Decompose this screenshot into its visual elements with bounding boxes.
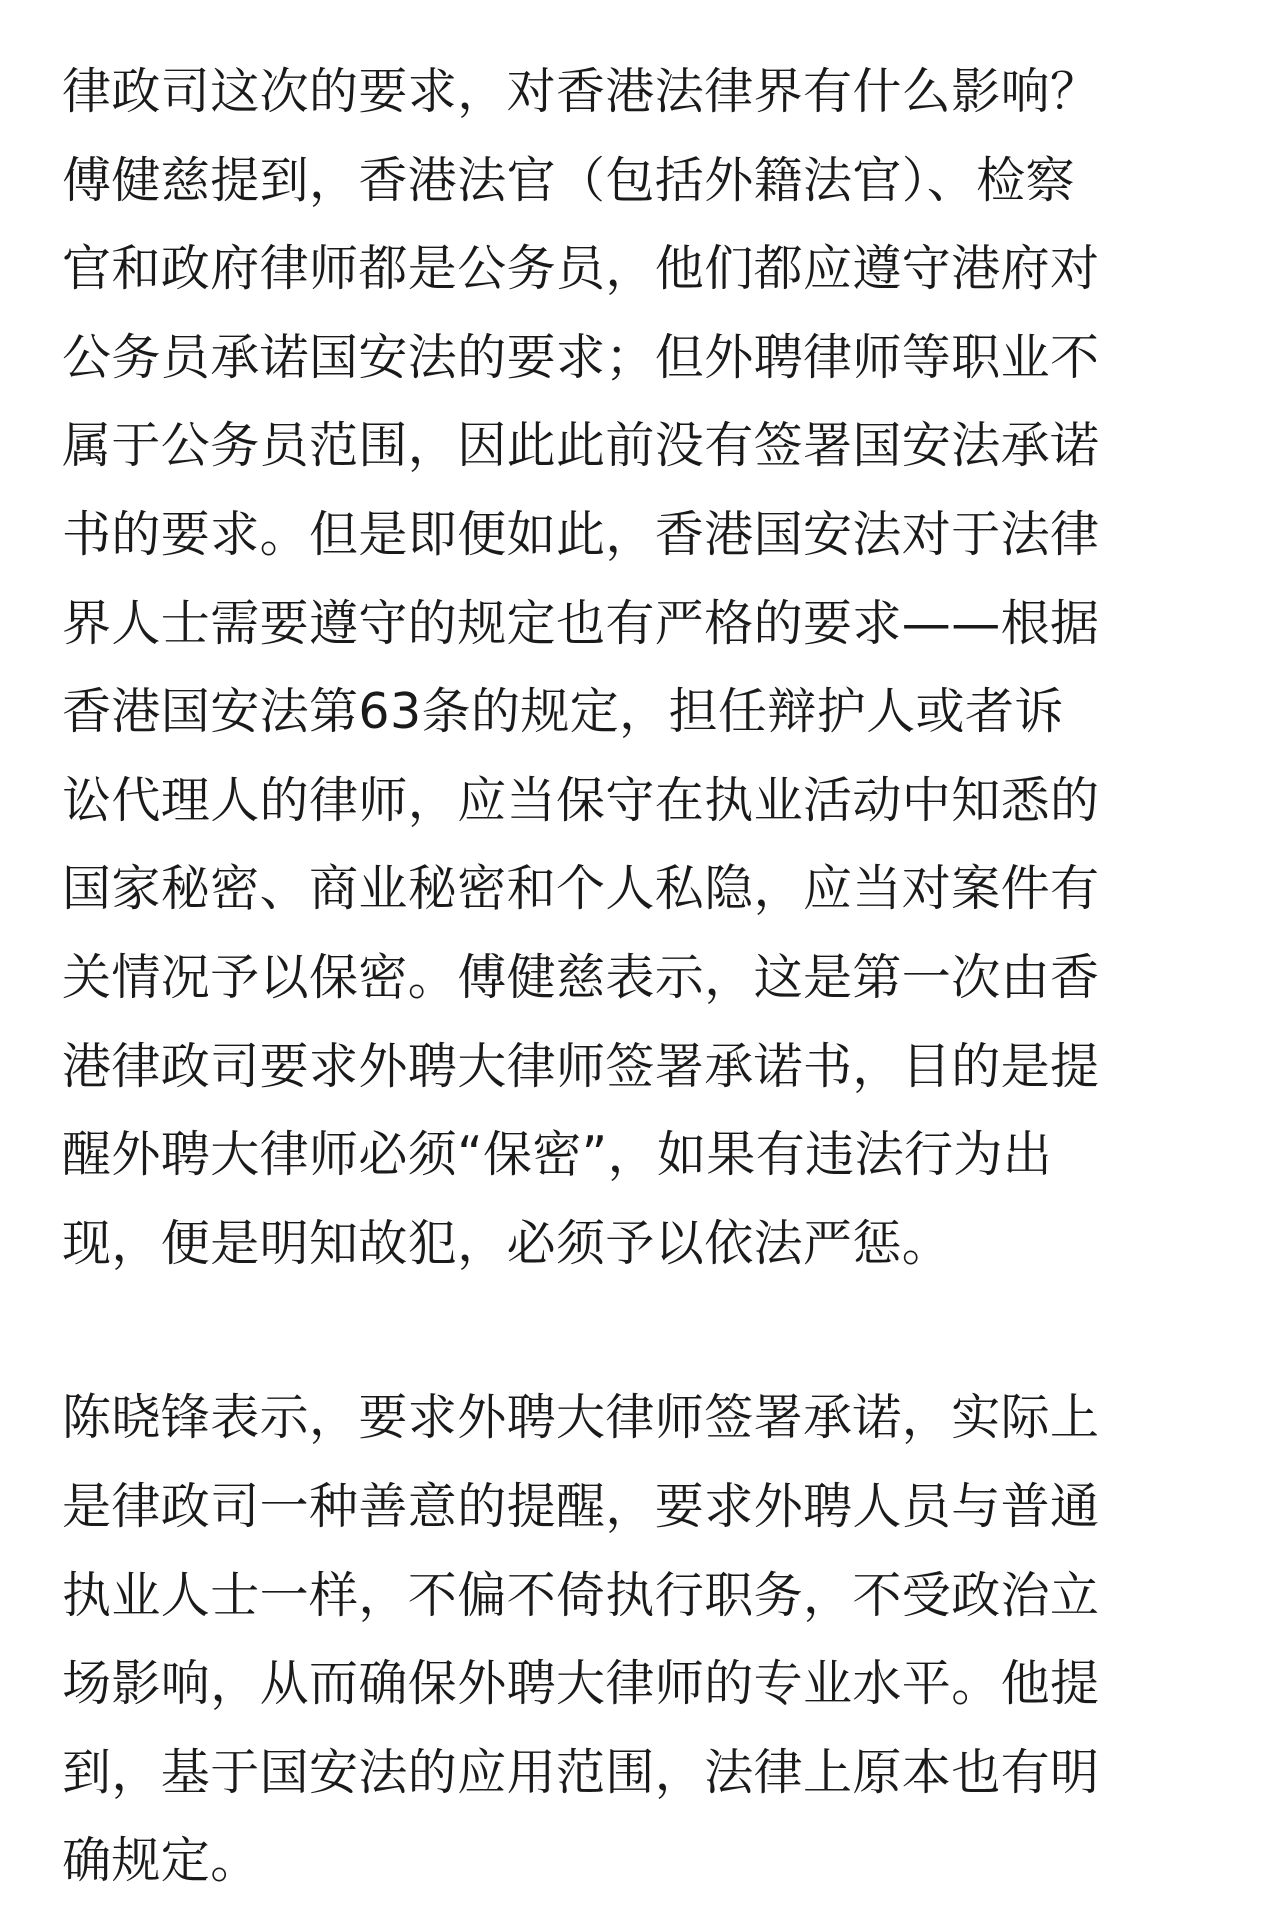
text-line: 官和政府律师都是公务员，他们都应遵守港府对 <box>62 240 1100 298</box>
text-line: 陈晓锋表示，要求外聘大律师签署承诺，实际上 <box>62 1389 1100 1447</box>
text-line: 是律政司一种善意的提醒，要求外聘人员与普通 <box>62 1477 1100 1535</box>
text-line: 界人士需要遵守的规定也有严格的要求——根据 <box>62 594 1100 652</box>
text-line: 场影响，从而确保外聘大律师的专业水平。他提 <box>62 1655 1100 1713</box>
text-line: 书的要求。但是即便如此，香港国安法对于法律 <box>62 505 1100 563</box>
article-body <box>62 48 1230 1906</box>
text-line: 属于公务员范围，因此此前没有签署国安法承诺 <box>62 417 1100 475</box>
text-line: 傅健慈提到，香港法官（包括外籍法官）、检察 <box>62 151 1075 209</box>
text-line: 关情况予以保密。傅健慈表示，这是第一次由香 <box>62 948 1100 1006</box>
text-line: 公务员承诺国安法的要求；但外聘律师等职业不 <box>62 328 1100 386</box>
text-line: 香港国安法第63条的规定，担任辩护人或者诉 <box>62 683 1064 741</box>
text-line: 讼代理人的律师，应当保守在执业活动中知悉的 <box>62 771 1100 829</box>
text-line: 醒外聘大律师必须“保密”，如果有违法行为出 <box>62 1126 1053 1184</box>
text-line: 律政司这次的要求，对香港法律界有什么影响？ <box>62 63 1100 120</box>
paragraph-1 <box>62 48 1230 1288</box>
text-line: 现，便是明知故犯，必须予以依法严惩。 <box>62 1214 952 1272</box>
text-line: 执业人士一样，不偏不倚执行职务，不受政治立 <box>62 1566 1100 1624</box>
text-line: 确规定。 <box>62 1832 260 1890</box>
text-line: 到，基于国安法的应用范围，法律上原本也有明 <box>62 1743 1100 1801</box>
text-line: 国家秘密、商业秘密和个人私隐，应当对案件有 <box>62 860 1100 918</box>
paragraph-2 <box>62 1374 1230 1906</box>
text-line: 港律政司要求外聘大律师签署承诺书，目的是提 <box>62 1037 1100 1095</box>
paragraph-spacer <box>62 1288 1230 1374</box>
